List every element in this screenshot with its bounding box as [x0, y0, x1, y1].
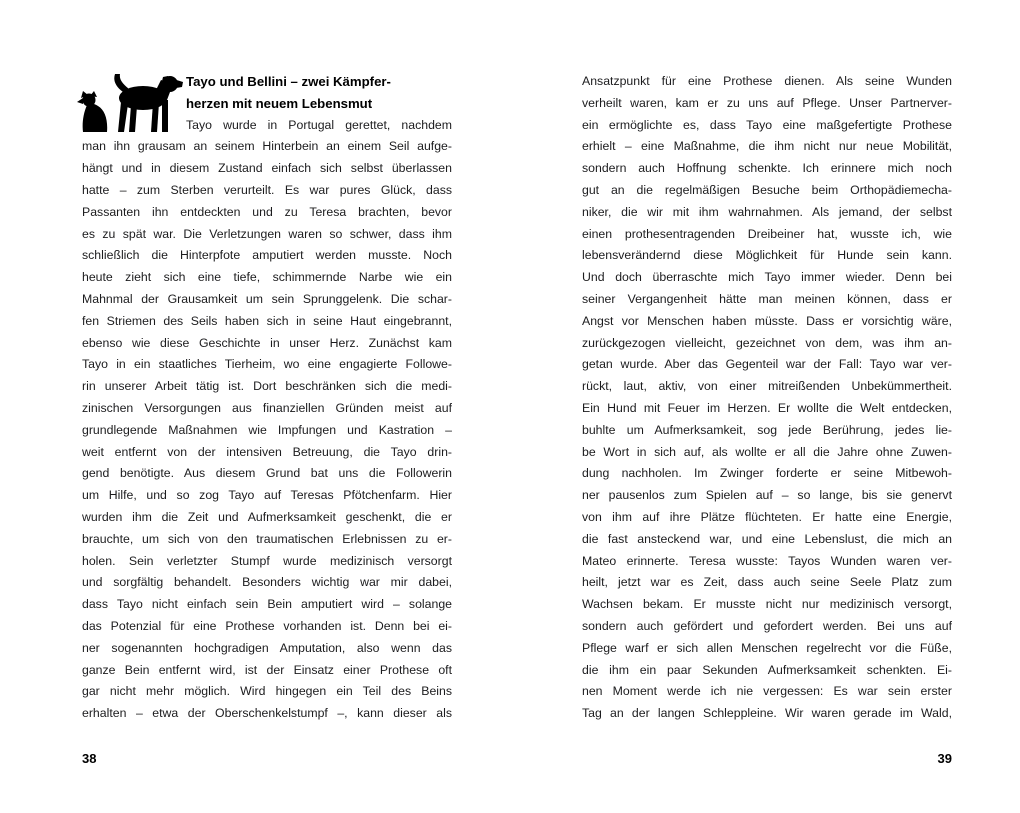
- text-line: getan wurde. Aber das Gegenteil war der Fall: Tayo war ver-: [582, 357, 952, 372]
- text-line: heute zieht sich eine tiefe, schimmernde Narbe wie ein: [82, 270, 452, 285]
- text-line: die ihm ein paar Sekunden Aufmerksamkeit schenkten. Ei-: [582, 662, 952, 677]
- text-line: Mateo erinnerte. Teresa wusste: Tayos Wunden waren ver-: [582, 553, 952, 568]
- text-line: brauchte, um sich von den traumatischen Erlebnissen zu er-: [82, 531, 452, 546]
- text-line: Wachsen bekam. Er musste nicht nur medizinisch versorgt,: [582, 597, 952, 612]
- body-first-line: Tayo wurde in Portugal gerettet, nachdem: [186, 117, 452, 132]
- text-line: nen Moment werde ich nie vergessen: Es war sein erster: [582, 684, 952, 699]
- text-line: die fast ansteckend war, und eine Lebenslust, die mich an: [582, 531, 952, 546]
- text-line: herzen mit neuem Lebensmut: [186, 95, 373, 111]
- text-line: gar nicht mehr möglich. Wird hingegen ein Teil des Beins: [82, 684, 452, 699]
- dogs-icon: [77, 72, 183, 134]
- text-line: grundlegende Maßnahmen wie Impfungen und Kastration –: [82, 422, 452, 437]
- text-line: sondern auch gefördert und gefordert werden. Bei uns auf: [582, 618, 952, 633]
- text-line: be Wort in sich auf, als wollte er all die Jahre ohne Zuwen-: [582, 444, 952, 459]
- text-line: Ansatzpunkt für eine Prothese dienen. Als seine Wunden: [582, 74, 952, 88]
- text-line: erhalten – etwa der Oberschenkelstumpf –, kann dieser als: [82, 706, 452, 721]
- page-left: [82, 71, 452, 725]
- text-line: lebensverändernd diese Möglichkeit für Hunde sein kann.: [582, 248, 952, 263]
- text-line: fen Striemen des Seils haben sich in seine Haut eingebrannt,: [82, 313, 452, 328]
- text-line: Pflege warf er sich allen Menschen regelrecht vor die Füße,: [582, 640, 952, 655]
- page-number-left: 38: [82, 751, 97, 766]
- text-line: zurückgezogen vielleicht, gezeichnet von dem, was ihm an-: [582, 335, 952, 350]
- body-text-left: [82, 136, 452, 725]
- text-line: ganze Bein entfernt wird, ist der Einsatz einer Prothese oft: [82, 662, 452, 677]
- text-line: Passanten ihn entdeckten und zu Teresa brachten, bevor: [82, 204, 452, 219]
- text-line: buhlte um Aufmerksamkeit, sog jede Berührung, jedes lie-: [582, 422, 952, 437]
- text-line: Tayo in ein staatliches Tierheim, wo eine engagierte Followe-: [82, 357, 452, 372]
- text-line: dass Tayo nicht einfach sein Bein amputiert wird – solange: [82, 597, 452, 612]
- text-line: einen prothesentragenden Dreibeiner hat, wusste ich, wie: [582, 226, 952, 241]
- text-line: ein ermöglichte es, dass Tayo eine maßgefertigte Prothese: [582, 117, 952, 132]
- text-line: ebenso wie diese Geschichte in unser Herz. Zunächst kam: [82, 335, 452, 350]
- text-line: erhielt – eine Maßnahme, die ihm nicht nur neue Mobilität,: [582, 139, 952, 154]
- text-line: verheilt waren, kam er zu uns auf Pflege. Unser Partnerver-: [582, 95, 952, 110]
- text-line: niker, die wir mit ihm wahrnahmen. Als jemand, der selbst: [582, 204, 952, 219]
- text-line: um Hilfe, und so zog Tayo auf Teresas Pfötchenfarm. Hier: [82, 488, 452, 503]
- text-line: rin unserer Arbeit tätig ist. Dort beschränken sich die medi-: [82, 379, 452, 394]
- text-line: zinischen Versorgungen aus finanziellen Gründen meist auf: [82, 400, 452, 415]
- text-line: Angst vor Menschen haben müsste. Dass er vorsichtig wäre,: [582, 313, 952, 328]
- text-line: wurden ihm die Zeit und Aufmerksamkeit geschenkt, die er: [82, 509, 452, 524]
- text-line: man ihn grausam an seinem Hinterbein an einem Seil aufge-: [82, 139, 452, 154]
- page-number-right: 39: [937, 751, 952, 766]
- text-line: schließlich die Hinterpfote amputiert werden musste. Noch: [82, 248, 452, 263]
- text-line: Mahnmal der Grausamkeit um sein Sprunggelenk. Die schar-: [82, 291, 452, 306]
- body-text-right: [582, 71, 952, 725]
- text-line: Tayo und Bellini – zwei Kämpfer-: [186, 74, 391, 89]
- text-line: und sorgfältig behandelt. Besonders wichtig war mir dabei,: [82, 575, 452, 590]
- text-line: gut an die regelmäßigen Besuche beim Orthopädiemecha-: [582, 182, 952, 197]
- text-line: weit entfernt von der intensiven Betreuung, die Tayo drin-: [82, 444, 452, 459]
- text-line: hängt und in diesem Zustand einfach sich selbst überlassen: [82, 161, 452, 176]
- text-line: das Potenzial für eine Prothese vorhanden ist. Denn bei ei-: [82, 618, 452, 633]
- text-line: ner pausenlos zum Spielen auf – so lange, bis sie genervt: [582, 488, 952, 503]
- text-line: Tag an der langen Schleppleine. Wir waren gerade im Wald,: [582, 706, 952, 721]
- text-line: gend benötigte. Aus diesem Grund bat uns die Followerin: [82, 466, 452, 481]
- text-line: Ein Hund mit Feuer im Herzen. Er wollte die Welt entdecken,: [582, 400, 952, 415]
- text-line: ner sogenannten hochgradigen Amputation, also wenn das: [82, 640, 452, 655]
- text-line: rückt, laut, aktiv, von einer mitreißenden Unbekümmertheit.: [582, 379, 952, 394]
- text-line: von ihm auf ihre Plätze flüchteten. Er hatte eine Energie,: [582, 509, 952, 524]
- text-line: dung nachholen. Im Zwinger forderte er seine Mitbewoh-: [582, 466, 952, 481]
- text-line: sondern auch Hoffnung schenkte. Ich erinnere mich noch: [582, 161, 952, 176]
- text-line: hatte – zum Sterben verurteilt. Es war pures Glück, dass: [82, 182, 452, 197]
- text-line: es zu spät war. Die Verletzungen waren so schwer, dass ihm: [82, 226, 452, 241]
- text-line: seiner Vergangenheit hätte man meinen können, dass er: [582, 291, 952, 306]
- text-line: Und doch überraschte mich Tayo immer wieder. Denn bei: [582, 270, 952, 285]
- page-right: [582, 71, 952, 725]
- text-line: heilt, jetzt war es Zeit, dass auch seine Seele Platz zum: [582, 575, 952, 590]
- text-line: holen. Sein verletzter Stumpf wurde medizinisch versorgt: [82, 553, 452, 568]
- two-dogs-silhouette-image: [77, 72, 183, 134]
